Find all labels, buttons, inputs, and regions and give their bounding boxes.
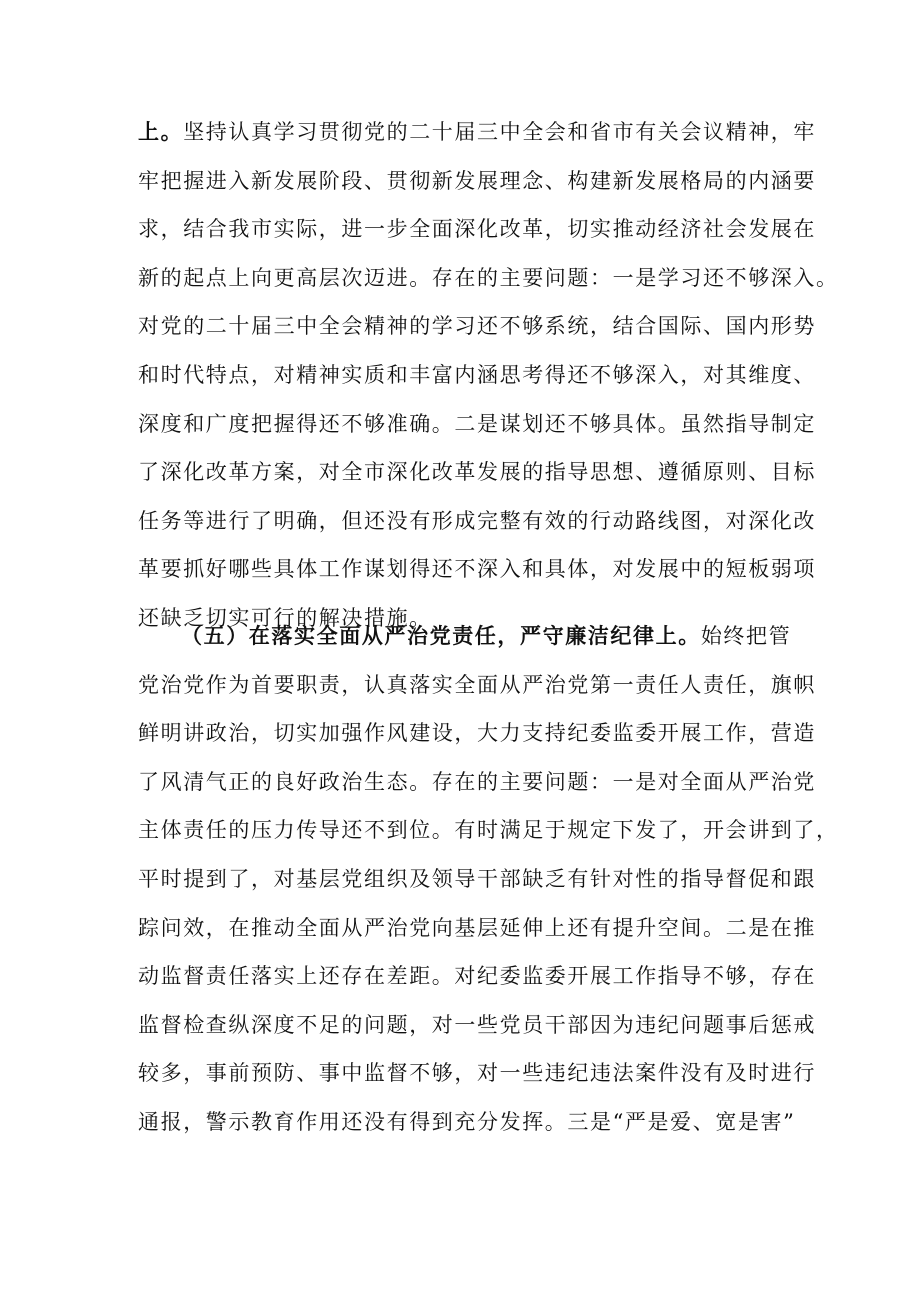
paragraph-line: 了风清气正的良好政治生态。存在的主要问题：一是对全面从严治党	[138, 769, 816, 794]
line-text: 始终把管	[700, 624, 792, 648]
paragraph-line: 监督检查纵深度不足的问题，对一些党员干部因为违纪问题事后惩戒	[138, 1012, 816, 1037]
paragraph-line: 新的起点上向更高层次迈进。存在的主要问题：一是学习还不够深入。	[138, 265, 839, 290]
paragraph-line: 任务等进行了明确，但还没有形成完整有效的行动路线图，对深化改	[138, 508, 816, 533]
paragraph-first-line	[138, 612, 792, 661]
line-text: 坚持认真学习贯彻党的二十届三中全会和省市有关会议精神，牢	[183, 120, 817, 144]
paragraph-line: 动监督责任落实上还存在差距。对纪委监委开展工作指导不够，存在	[138, 964, 816, 989]
paragraph-shortcomings-study	[138, 108, 839, 643]
paragraph-line: 革要抓好哪些具体工作谋划得还不深入和具体，对发展中的短板弱项	[138, 557, 816, 582]
paragraph-line-last: 还缺乏切实可行的解决措施。	[138, 605, 432, 630]
paragraph-party-discipline	[138, 612, 839, 1147]
paragraph-line: 踪问效，在推动全面从严治党向基层延伸上还有提升空间。二是在推	[138, 915, 816, 940]
paragraph-line: 牢把握进入新发展阶段、贯彻新发展理念、构建新发展格局的内涵要	[138, 168, 816, 193]
paragraph-line: 较多，事前预防、事中监督不够，对一些违纪违法案件没有及时进行	[138, 1061, 816, 1086]
paragraph-line	[138, 108, 817, 157]
paragraph-line: 通报，警示教育作用还没有得到充分发挥。三是“严是爱、宽是害”	[138, 1109, 796, 1134]
paragraph-line: 党治党作为首要职责，认真落实全面从严治党第一责任人责任，旗帜	[138, 672, 816, 697]
paragraph-line: 对党的二十届三中全会精神的学习还不够系统，结合国际、国内形势	[138, 314, 816, 339]
paragraph-line: 深度和广度把握得还不够准确。二是谋划还不够具体。虽然指导制定	[138, 411, 816, 436]
paragraph-line: 鲜明讲政治，切实加强作风建设，大力支持纪委监委开展工作，营造	[138, 721, 816, 746]
paragraph-line: 主体责任的压力传导还不到位。有时满足于规定下发了，开会讲到了，	[138, 818, 839, 843]
section-heading: （五）在落实全面从严治党责任，严守廉洁纪律上。	[181, 624, 701, 648]
paragraph-line: 求，结合我市实际，进一步全面深化改革，切实推动经济社会发展在	[138, 217, 816, 242]
paragraph-line: 平时提到了，对基层党组织及领导干部缺乏有针对性的指导督促和跟	[138, 866, 816, 891]
paragraph-line: 了深化改革方案，对全市深化改革发展的指导思想、遵循原则、目标	[138, 460, 816, 485]
continued-heading-tail: 上。	[138, 120, 184, 144]
paragraph-line: 和时代特点，对精神实质和丰富内涵思考得还不够深入，对其维度、	[138, 362, 816, 387]
